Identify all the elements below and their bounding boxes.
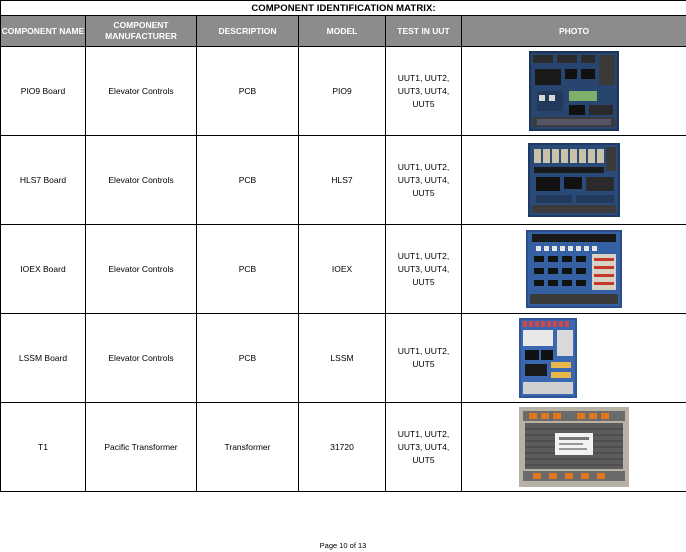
- header-model: MODEL: [299, 16, 386, 47]
- page-number: Page 10 of 13: [319, 541, 367, 550]
- pcb-photo: [519, 318, 577, 398]
- description-cell: Transformer: [197, 403, 299, 492]
- test-in-uut-cell: UUT1, UUT2, UUT3, UUT4, UUT5: [386, 136, 462, 225]
- manufacturer-cell: Pacific Transformer: [86, 403, 197, 492]
- transformer-photo: [519, 407, 629, 487]
- test-in-uut-cell: UUT1, UUT2, UUT5: [386, 314, 462, 403]
- photo-cell: [462, 225, 686, 314]
- manufacturer-cell: Elevator Controls: [86, 225, 197, 314]
- pcb-photo: [528, 143, 620, 217]
- table-row: [1, 47, 686, 136]
- model-cell: PIO9: [299, 47, 386, 136]
- header-description: DESCRIPTION: [197, 16, 299, 47]
- manufacturer-cell: Elevator Controls: [86, 136, 197, 225]
- component-name-cell: LSSM Board: [1, 314, 86, 403]
- model-cell: LSSM: [299, 314, 386, 403]
- photo-cell: [462, 47, 686, 136]
- test-in-uut-cell: UUT1, UUT2, UUT3, UUT4, UUT5: [386, 47, 462, 136]
- photo-cell: [462, 403, 686, 492]
- model-cell: HLS7: [299, 136, 386, 225]
- description-cell: PCB: [197, 314, 299, 403]
- table-row: [1, 136, 686, 225]
- test-in-uut-cell: UUT1, UUT2, UUT3, UUT4, UUT5: [386, 225, 462, 314]
- header-component-manufacturer: COMPONENT MANUFACTURER: [86, 16, 197, 47]
- header-component-name: COMPONENT NAME: [1, 16, 86, 47]
- header-row: [1, 16, 686, 47]
- model-cell: IOEX: [299, 225, 386, 314]
- pcb-photo: [529, 51, 619, 131]
- test-in-uut-cell: UUT1, UUT2, UUT3, UUT4, UUT5: [386, 403, 462, 492]
- description-cell: PCB: [197, 136, 299, 225]
- component-name-cell: PIO9 Board: [1, 47, 86, 136]
- header-test-in-uut: TEST IN UUT: [386, 16, 462, 47]
- manufacturer-cell: Elevator Controls: [86, 314, 197, 403]
- matrix-title: COMPONENT IDENTIFICATION MATRIX:: [1, 1, 686, 16]
- description-cell: PCB: [197, 225, 299, 314]
- description-cell: PCB: [197, 47, 299, 136]
- table-row: [1, 225, 686, 314]
- photo-cell: [462, 314, 686, 403]
- component-name-cell: T1: [1, 403, 86, 492]
- component-name-cell: HLS7 Board: [1, 136, 86, 225]
- table-row: [1, 403, 686, 492]
- component-name-cell: IOEX Board: [1, 225, 86, 314]
- manufacturer-cell: Elevator Controls: [86, 47, 197, 136]
- pcb-photo: [526, 230, 622, 308]
- header-photo: PHOTO: [462, 16, 686, 47]
- model-cell: 31720: [299, 403, 386, 492]
- table-row: [1, 314, 686, 403]
- photo-cell: [462, 136, 686, 225]
